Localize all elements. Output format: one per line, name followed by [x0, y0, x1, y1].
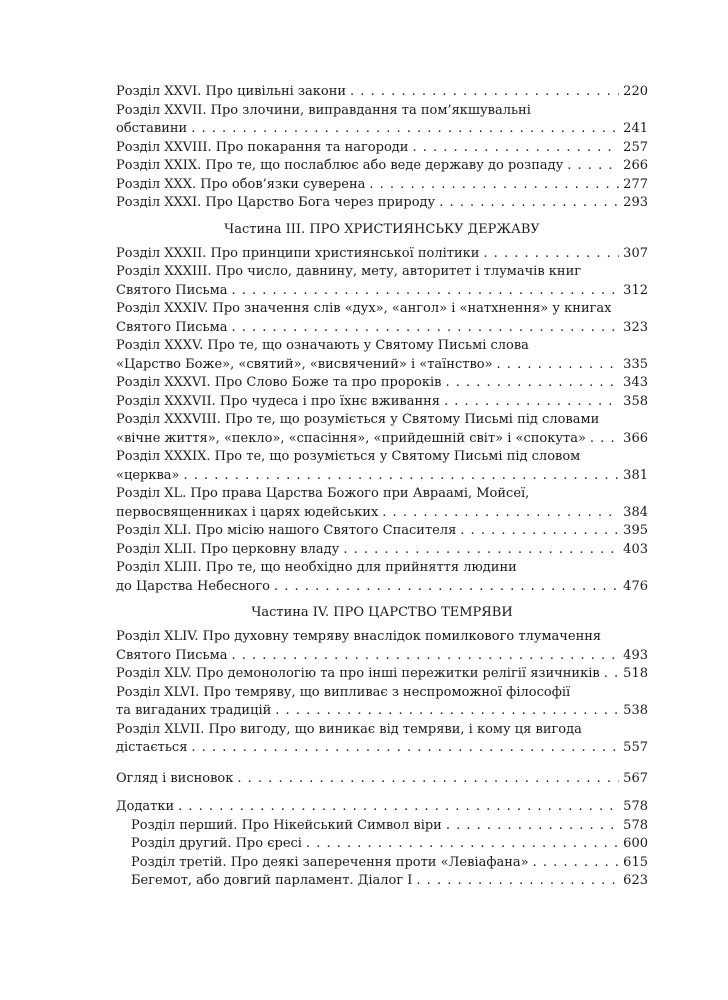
entry-title: Розділ XXXV. Про те, що означають у Святому Письмі слова	[116, 338, 529, 353]
entry-title-continued: «Царство Боже», «святий», «висвячений» і «таїнство»	[116, 356, 493, 372]
dot-leader	[497, 356, 620, 375]
toc-entry	[116, 541, 648, 560]
page-number: 493	[623, 647, 648, 663]
entry-title: Розділ XXVIII. Про покарання та нагороди	[116, 139, 409, 155]
entry-title: Розділ перший. Про Нікейський Символ віри	[131, 817, 442, 833]
entry-title-continued: Святого Письма	[116, 647, 228, 663]
toc-entry	[116, 665, 648, 684]
entry-title: Розділ XXVI. Про цивільні закони	[116, 84, 347, 99]
entry-title: Розділ XXVII. Про злочини, виправдання та пом’якшувальні	[116, 102, 531, 118]
entry-title-continued: Святого Письма	[116, 282, 228, 298]
entry-title: Розділ другий. Про єресі	[131, 836, 302, 851]
dot-leader	[191, 120, 619, 139]
page-number: 257	[623, 139, 648, 155]
dot-leader	[460, 522, 619, 541]
dot-leader	[237, 770, 619, 789]
page-number: 538	[623, 703, 648, 718]
toc-entry	[116, 374, 648, 393]
toc-entry	[116, 628, 648, 665]
dot-leader	[412, 139, 619, 158]
entry-title: Огляд і висновок	[116, 770, 234, 786]
toc-entry	[116, 684, 648, 721]
dot-leader	[369, 176, 619, 195]
dot-leader	[350, 83, 619, 102]
page-number: 476	[623, 578, 648, 594]
toc-entry	[116, 157, 648, 176]
entry-title: Розділ XLV. Про демонологію та про інші пережитки релігії язичників	[116, 666, 600, 681]
entry-title: Розділ XXXI. Про Царство Бога через природу	[116, 195, 436, 210]
part-heading: Частина IV. ПРО ЦАРСТВО ТЕМРЯВИ	[251, 605, 513, 620]
page-number: 220	[623, 84, 648, 99]
dot-leader	[483, 245, 619, 264]
page-number: 615	[623, 854, 648, 870]
toc-entry	[116, 194, 648, 213]
toc-entry	[116, 721, 648, 758]
entry-title-continued: та вигаданих традицій	[116, 703, 272, 718]
entry-title-continued: Святого Письма	[116, 319, 228, 335]
entry-title-continued: первосвященниках і царях юдейських	[116, 504, 379, 520]
dot-leader	[445, 374, 619, 393]
page-number: 343	[623, 375, 648, 390]
entry-title: Розділ XLII. Про церковну владу	[116, 541, 340, 557]
entry-title-continued: обставини	[116, 121, 188, 136]
toc-entry	[116, 139, 648, 158]
entry-title: Розділ XXXIII. Про число, давнину, мету, авторитет і тлумачів книг	[116, 264, 582, 279]
toc-entry	[116, 176, 648, 195]
dot-leader	[275, 702, 619, 721]
entry-title: Розділ XXXIX. Про те, що розуміється у Святому Письмі під словом	[116, 449, 581, 464]
appendix-section	[116, 798, 648, 891]
dot-leader	[191, 739, 619, 758]
page-number: 323	[623, 319, 648, 335]
toc-entry	[116, 448, 648, 485]
toc-entry	[116, 102, 648, 139]
dot-leader	[446, 817, 619, 836]
page-number: 366	[623, 430, 648, 446]
dot-leader	[306, 835, 619, 854]
dot-leader	[343, 541, 619, 560]
entry-title: Додатки	[116, 799, 175, 814]
entry-title: Розділ третій. Про деякі заперечення проти «Левіафана»	[131, 854, 529, 870]
page-number: 403	[623, 541, 648, 557]
dot-leader	[274, 578, 619, 597]
table-of-contents	[116, 83, 648, 891]
dot-leader	[604, 665, 619, 684]
entry-title: Розділ XXXIV. Про значення слів «дух», «ангол» і «натхнення» у книгах	[116, 301, 612, 316]
toc-entry	[116, 393, 648, 412]
entry-title: Розділ XLIV. Про духовну темряву внаслідок помилкового тлумачення	[116, 629, 602, 644]
entry-title: Розділ XL. Про права Царства Божого при Авраамі, Мойсеї,	[116, 486, 530, 501]
entry-title: Розділ XLVII. Про вигоду, що виникає від темряви, і кому ця вигода	[116, 721, 582, 737]
toc-entry	[116, 559, 648, 596]
toc-entry-review	[116, 770, 648, 789]
toc-entry	[116, 522, 648, 541]
dot-leader	[444, 393, 619, 412]
toc-entry	[116, 411, 648, 448]
page-number: 335	[623, 356, 648, 372]
part4-section	[116, 628, 648, 758]
dot-leader	[178, 798, 619, 817]
entry-title-continued: дістається	[116, 740, 188, 755]
dot-leader	[231, 282, 619, 301]
page-number: 518	[623, 666, 648, 681]
page-number: 384	[623, 504, 648, 520]
entry-title: Розділ XXXVI. Про Слово Боже та про пророків	[116, 375, 442, 390]
dot-leader	[439, 194, 619, 213]
entry-title: Розділ XXXVII. Про чудеса і про їхнє вживання	[116, 393, 440, 409]
page-number: 600	[623, 836, 648, 851]
entry-title: Розділ XXX. Про обов’язки суверена	[116, 176, 366, 192]
toc-subentry	[116, 817, 648, 836]
entry-title-continued: «вічне життя», «пекло», «спасіння», «прийдешній світ» і «спокута»	[116, 430, 586, 446]
entry-title: Розділ XLVI. Про темряву, що випливає з неспроможної філософії	[116, 684, 571, 700]
page-number: 578	[623, 799, 648, 814]
page-number: 567	[623, 770, 648, 786]
toc-subentry	[116, 872, 648, 891]
toc-entry	[116, 83, 648, 102]
entry-title: Розділ XXIX. Про те, що послаблює або веде державу до розпаду	[116, 158, 564, 173]
entry-title: Бегемот, або довгий парламент. Діалог I	[131, 873, 413, 888]
entry-title: Розділ XLIII. Про те, що необхідно для прийняття людини	[116, 560, 517, 575]
spacer	[116, 758, 648, 770]
toc-subentry	[116, 835, 648, 854]
page-number: 266	[623, 158, 648, 173]
page-number: 312	[623, 282, 648, 298]
page-number: 307	[623, 245, 648, 261]
entry-title: Розділ XXXII. Про принципи християнської політики	[116, 245, 480, 261]
part-heading: Частина III. ПРО ХРИСТИЯНСЬКУ ДЕРЖАВУ	[224, 221, 540, 237]
dot-leader	[231, 319, 619, 338]
dot-leader	[567, 157, 619, 176]
dot-leader	[416, 872, 619, 891]
spacer	[116, 788, 648, 798]
page-number: 557	[623, 740, 648, 755]
page-number: 358	[623, 393, 648, 409]
entry-title-continued: до Царства Небесного	[116, 578, 271, 594]
toc-entry	[116, 337, 648, 374]
page-number: 293	[623, 195, 648, 210]
page-number: 241	[623, 121, 648, 136]
dot-leader	[382, 504, 619, 523]
entry-title: Розділ XXXVIII. Про те, що розуміється у Святому Письмі під словами	[116, 412, 600, 427]
entry-title: Розділ XLI. Про місію нашого Святого Спасителя	[116, 523, 457, 538]
part2-continued	[116, 83, 648, 213]
toc-entry	[116, 300, 648, 337]
dot-leader	[533, 854, 620, 873]
toc-entry	[116, 245, 648, 264]
toc-entry-appendix	[116, 798, 648, 817]
part3-section	[116, 245, 648, 597]
dot-leader	[183, 467, 619, 486]
page-number: 277	[623, 176, 648, 192]
entry-title-continued: «церква»	[116, 467, 180, 483]
dot-leader	[231, 647, 619, 666]
page-number: 381	[623, 467, 648, 483]
toc-subentry	[116, 854, 648, 873]
page-number: 578	[623, 817, 648, 833]
toc-entry	[116, 263, 648, 300]
page-number: 623	[623, 873, 648, 888]
dot-leader	[590, 430, 619, 449]
page-number: 395	[623, 523, 648, 538]
toc-entry	[116, 485, 648, 522]
